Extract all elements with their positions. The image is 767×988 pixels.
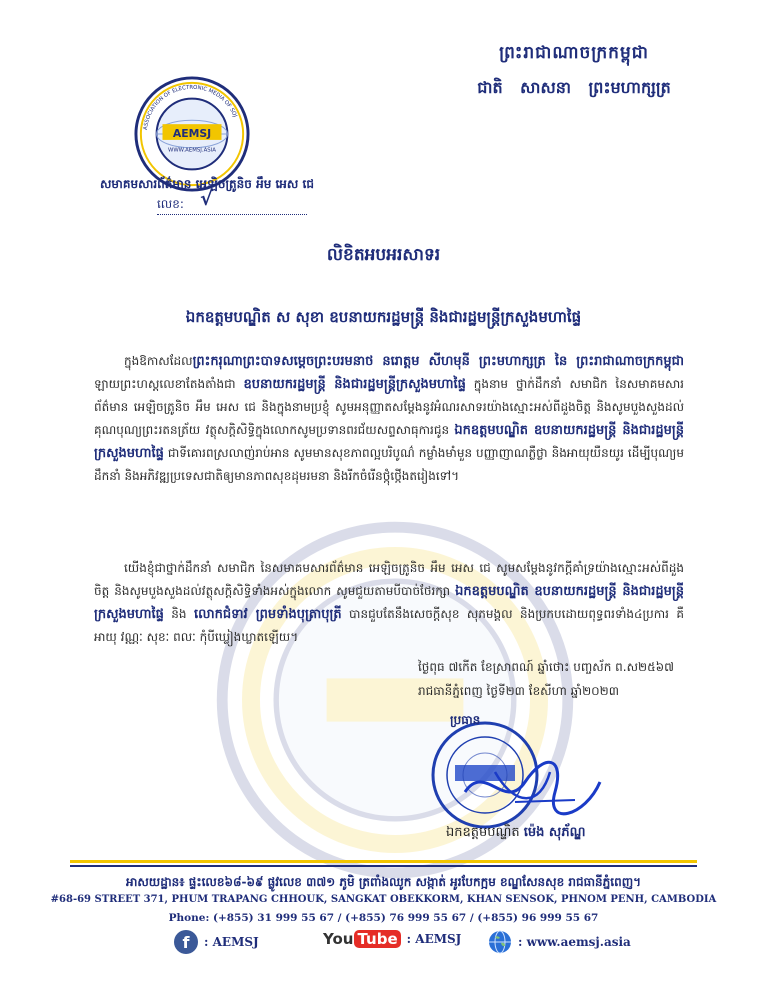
date-lunar: ថ្ងៃពុធ ៧កើត ខែស្រាពណ៍ ឆ្នាំថោះ បញ្ចស័ក ព.ស២៥៦៧	[418, 660, 674, 674]
paragraph-2	[94, 557, 684, 649]
national-motto: ជាតិ សាសនា ព្រះមហាក្សត្រ	[477, 78, 671, 97]
p1-text-e: ក្នុងនាម ថ្នាក់ដឹកនាំ សមាជិក នៃសមាគមសារព័ត៌មាន អេឡិចត្រូនិច អឹម អេស ជេ និងក្នុងនាមប្រខ្ញុំ សូមអនុញ្ញាតសម្តែងនូវអំណរសាទរយ៉ាងស្មោះអស់ពីដួងចិត្ត និងសូមបួងសួងដល់គុណបុណ្យព្រះរតនត្រ័យ វត្ថុសក្តិសិទ្ធិក្នុងលោកសូមប្រទានពរជ័យសព្ទសាធុការជូន	[94, 377, 684, 437]
paragraph-1	[94, 350, 684, 488]
footer-phone: Phone: (+855) 31 999 55 67 / (+855) 76 999 55 67 / (+855) 96 999 55 67	[168, 912, 599, 924]
p2-text-a: យើងខ្ញុំជាថ្នាក់ដឹកនាំ សមាជិក នៃសមាគមសារព័ត៌មាន អេឡិចត្រូនិច អឹម អេស ជេ សូមសម្តែងនូវកក្តីគាំទ្រយ៉ាងស្មោះអស់ពីដួងចិត្ត និងសូមបួងសួងដល់វត្ថុសក្តិសិទ្ធិទាំងអស់ក្នុងលោក សូមជួយតាមបីបាច់ថែរក្សា	[94, 561, 684, 598]
signer	[446, 824, 585, 843]
signature	[455, 752, 605, 822]
youtube-tube: Tube	[354, 930, 400, 948]
letter-recipient: ឯកឧត្តមបណ្ឌិត ស សុខា ឧបនាយករដ្ឋមន្ត្រី និងជារដ្ឋមន្ត្រីក្រសួងមហាផ្ទៃ	[185, 308, 582, 326]
facebook-handle: : AEMSJ	[204, 935, 259, 949]
website-link[interactable]	[488, 930, 631, 954]
signer-title: ឯកឧត្តមបណ្ឌិត	[446, 825, 520, 840]
p1-text-c: ឡាយព្រះហស្តលេខាតែងតាំងជា	[94, 377, 244, 391]
association-name: សមាគមសារព័ត៌មាន អេឡិចត្រូនិច អឹម អេស ជេ	[100, 177, 314, 191]
footer-divider-yellow	[70, 860, 697, 863]
youtube-icon	[323, 930, 401, 948]
kingdom-header	[459, 42, 689, 101]
p1-text-a: ក្នុងឱកាសដែល	[124, 354, 193, 368]
date-solar: រាជធានីភ្នំពេញ ថ្ងៃទី២៣ ខែសីហា ឆ្នាំ២០២៣	[418, 684, 619, 698]
p2-text-e: បានជួបតែនឹងសេចក្តីសុខ សុភមង្គល និងប្រកបដោយពុទ្ធពរទាំង៤ប្រការ គឺ អាយុ វណ្ណៈ សុខៈ ពលៈ កុំបីឃ្លៀងឃ្លាតឡើយ។	[94, 607, 684, 644]
letter-title: លិខិតអបអរសាទរ	[326, 245, 441, 265]
p1-honoree: ឯកឧត្តមបណ្ឌិត ឧបនាយករដ្ឋមន្ត្រី និងជារដ្ឋមន្ត្រីក្រសួងមហាផ្ទៃ	[94, 423, 684, 461]
footer-divider-blue	[70, 865, 697, 867]
globe-icon	[488, 930, 512, 954]
logo-abbr: AEMSJ	[172, 126, 212, 140]
kingdom-line: ព្រះរាជាណាចក្រកម្ពុជា	[499, 43, 649, 63]
p1-text-g: ជាទីគោរពស្រលាញ់រាប់អាន សូមមានសុខភាពល្អបរិបូណ៌ កម្លាំងមាំមួន បញ្ញាញាណភ្លឺថ្លា និងអាយុយឺនយូរ ដើម្បីបុណ្យមដឹកនាំ និងអភិវឌ្ឍប្រទេសជាតិឲ្យមានភាពសុខដុមរមនា និងរីកចំរើនថ្កុំថ្កើងតរៀងទៅ។	[94, 446, 684, 483]
footer-address-kh: អាសយដ្ឋាន៖ ផ្ទះលេខ៦៨-៦៩ ផ្លូវលេខ ៣៧១ ភូមិ ត្រពាំងឈូក សង្កាត់ អូរបែកក្អម ខណ្ឌសែនសុខ រាជធានីភ្នំពេញ។	[125, 875, 642, 889]
on-behalf-label: ប្រធាន	[450, 713, 481, 727]
facebook-icon: f	[174, 930, 198, 954]
p2-honoree: ឯកឧត្តមបណ្ឌិត ឧបនាយករដ្ឋមន្ត្រី និងជារដ្ឋមន្ត្រីក្រសួងមហាផ្ទៃ	[94, 584, 684, 622]
youtube-you: You	[323, 930, 354, 948]
p2-text-c: និង	[163, 607, 194, 621]
youtube-handle: : AEMSJ	[406, 932, 462, 946]
logo-url: WWW.AEMSJ.ASIA	[168, 147, 216, 154]
footer-address-en: #68-69 STREET 371, PHUM TRAPANG CHHOUK, SANGKAT OBEKKORM, KHAN SENSOK, PHNOM PENH, CAMBODIA	[50, 894, 717, 905]
website-url: : www.aemsj.asia	[518, 935, 631, 949]
logo-ring-text: ASSOCIATION OF ELECTRONIC MEDIA OF SOJ	[142, 84, 238, 131]
facebook-link[interactable]	[174, 930, 259, 954]
p1-appointment: ឧបនាយករដ្ឋមន្ត្រី និងជារដ្ឋមន្ត្រីក្រសួងមហាផ្ទៃ	[243, 377, 466, 392]
reference-number	[157, 196, 307, 215]
signer-name: ម៉េង សុភ័ណ្ឌ	[523, 825, 586, 840]
check-mark-icon: √	[200, 188, 213, 210]
reference-label: លេខ:	[157, 197, 184, 211]
p1-king-title: ព្រះករុណាព្រះបាទសម្តេចព្រះបរមនាថ នរោត្តម សីហមុនី ព្រះមហាក្សត្រ នៃ ព្រះរាជាណាចក្រកម្ពុជា	[192, 354, 684, 369]
p2-family: លោកជំទាវ ព្រមទាំងបុត្រាបុត្រី	[193, 607, 342, 622]
youtube-link[interactable]	[323, 930, 461, 948]
